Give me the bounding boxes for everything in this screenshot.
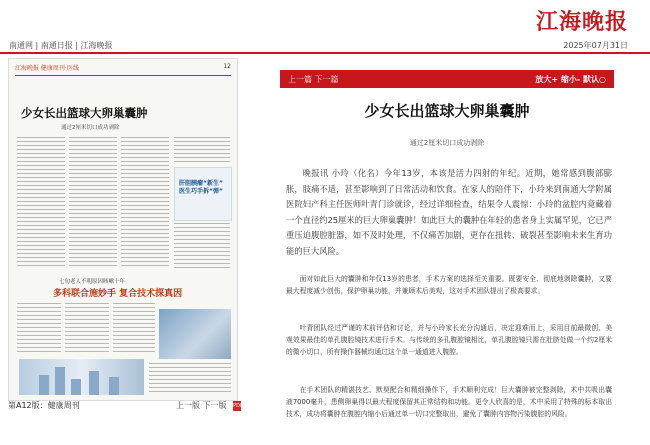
- page-prev-next: [176, 400, 241, 411]
- masthead: [0, 0, 650, 52]
- paper-headline2-kicker: 七旬老人不明原因咳嗽十年: [59, 279, 126, 285]
- article-title: 少女长出篮球大卵巢囊肿: [364, 102, 530, 120]
- paper-text-column: [69, 137, 117, 267]
- pdf-icon[interactable]: PDF: [233, 402, 243, 409]
- article-toolbar: [280, 70, 614, 88]
- paper-text-column: [174, 137, 230, 163]
- paper-subheadline: 通过2厘米切口成功剥除: [61, 125, 120, 131]
- article-paragraph: 叶青团队经过严谨的术前评估和讨论，并与小玲家长充分沟通后，决定迎难而上，采用目前最微创、美观效果最佳的单孔腹腔镜技术进行手术。与传统的多孔腹腔镜相比，单孔腹腔镜只需在肚脐处做一个约2厘米的微小切口，所有操作器械均通过这个单一通道进入腹腔。: [286, 324, 612, 356]
- paper-text-column: [17, 137, 65, 267]
- paper-text-column: [17, 303, 61, 355]
- article-prev-next-links[interactable]: 上一篇 下一篇: [288, 75, 339, 84]
- article-paragraph: 晚报讯 小玲（化名）今年13岁，本该是活力四射的年纪。近期，她常感到腹部膨胀，肢痛不适，甚至影响到了日常活动和饮食。在家人的陪伴下，小玲来到南通大学附属医院妇产科主任医师叶青门诊就诊，经过详细检查，结果令人震惊：小玲的盆腔内竟藏着一个直径约25厘米的巨大卵巢囊肿！如此巨大的囊肿在年轻的患者身上实属罕见，它已严重压迫腹腔脏器，如不及时处理，不仅痛苦加剧，更存在扭转、破裂甚至影响未来生育功能的巨大风险。: [286, 168, 612, 256]
- site-nav-links[interactable]: 南通网 | 南通日报 | 江海晚报: [9, 41, 113, 50]
- header-divider: [0, 52, 650, 54]
- paper-text-column: [113, 303, 155, 355]
- paper-sidebar-box[interactable]: [174, 167, 232, 221]
- paper-headline2[interactable]: 多科联合施妙手 复合技术探真因: [53, 289, 183, 299]
- article-panel: [280, 70, 614, 445]
- newspaper-page-thumbnail[interactable]: [8, 58, 238, 401]
- paper-photo-surgery: [159, 309, 231, 359]
- zoom-controls[interactable]: 放大+ 缩小- 默认○: [535, 75, 606, 84]
- paper-page-number: 12: [223, 63, 231, 70]
- paper-text-column: [65, 303, 109, 355]
- paper-text-column: [149, 363, 231, 395]
- issue-date: 2025年07月31日: [563, 41, 628, 50]
- paper-sidebar-title: 肝胆胰瘤“新生” 医生巧手拆“弹”: [179, 180, 223, 195]
- paper-photo-hospital: [19, 359, 144, 395]
- site-logo[interactable]: 江海晚报: [535, 9, 628, 35]
- article-subtitle: 通过2厘米切口成功剥除: [409, 139, 485, 147]
- article-paragraph: 面对如此巨大的囊肿和年仅13岁的患者，手术方案的选择至关重要。既要安全、彻底地剥除囊肿，又要最大程度减少创伤，保护卵巢功能，并兼顾术后美观，这对手术团队提出了极高要求。: [286, 275, 612, 295]
- paper-header-title: 江海晚报 健康周刊·医线: [15, 65, 79, 72]
- article-paragraph: 在手术团队的精湛技艺、默契配合和精细操作下，手术顺利完成！巨大囊肿被完整剥除，术中共吸出囊液7000毫升，患侧卵巢得以最大程度保留其正常结构和功能。更令人欣喜的是，术中采用了特殊的标本取出技术，成功将囊肿在腹腔内缩小后通过单一切口完整取出，避免了囊肿内容物污染腹腔的风险。: [286, 386, 612, 418]
- page-label: 第A12版：健康周刊: [8, 401, 80, 410]
- paper-text-column: [174, 223, 230, 269]
- paper-header: [15, 63, 231, 75]
- page-preview-panel: [0, 56, 262, 445]
- paper-headline[interactable]: 少女长出篮球大卵巢囊肿: [21, 106, 148, 120]
- page-prev-next-links[interactable]: 上一版 下一版: [176, 401, 227, 410]
- paper-header-rule: [15, 75, 231, 76]
- paper-text-column: [121, 137, 169, 267]
